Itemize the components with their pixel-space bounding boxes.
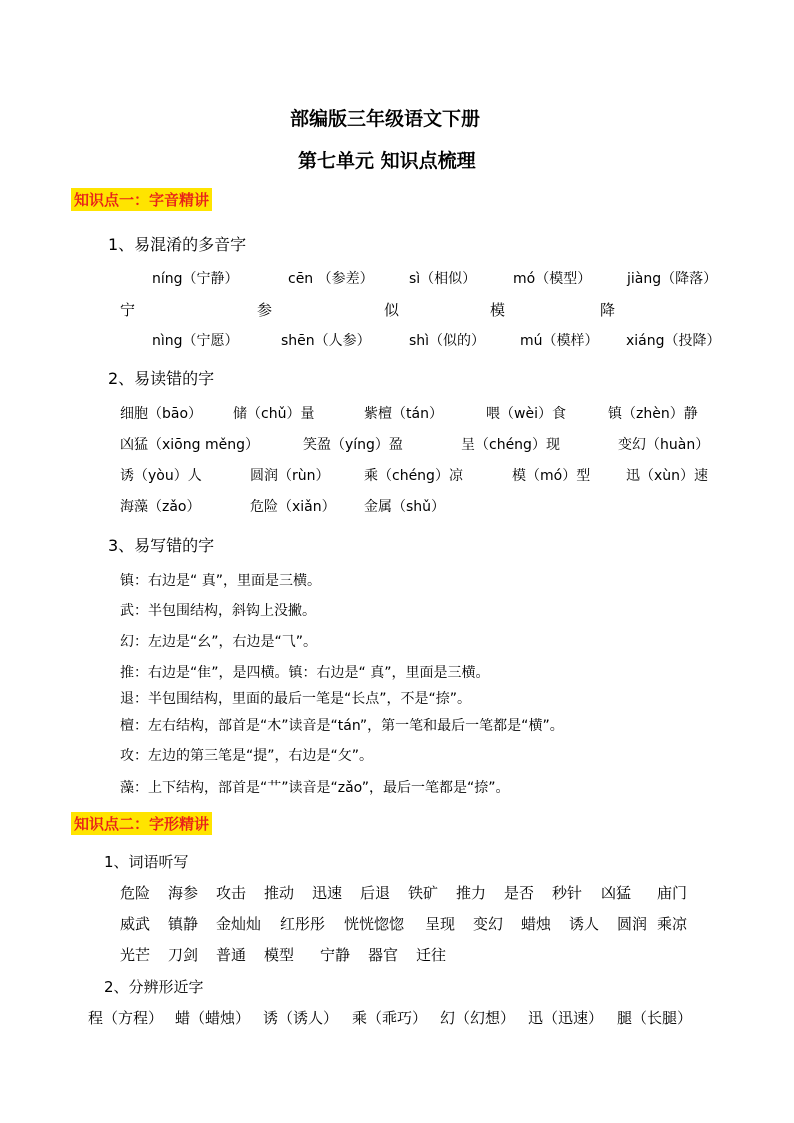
writing-note: 檀：左右结构，部首是“木”读音是“tán”，第一笔和最后一笔都是“横”。: [120, 718, 564, 734]
word: 推力: [456, 884, 487, 902]
word: 凶猛: [601, 884, 632, 902]
word: 推动: [264, 884, 295, 902]
word: 危险: [120, 884, 151, 902]
word: 变幻: [473, 915, 504, 933]
polyphone-char: 模: [490, 301, 506, 319]
word: 诱人: [569, 915, 600, 933]
reading-item: 紫檀（tán）: [364, 406, 443, 422]
word: 海参: [168, 884, 199, 902]
reading-item: 诱（yòu）人: [120, 468, 202, 484]
word: 呈现: [425, 915, 456, 933]
page-subtitle: 第七单元 知识点梳理: [298, 150, 476, 172]
reading-item: 海藻（zǎo）: [120, 499, 201, 515]
word: 镇静: [168, 915, 199, 933]
similar-char-pair: 蜡（蜡烛）: [175, 1009, 251, 1027]
subsection-title: 1、易混淆的多音字: [108, 235, 247, 254]
section-heading-2: 知识点二：字形精讲: [71, 812, 212, 835]
word: 庙门: [657, 884, 688, 902]
word: 乘凉: [657, 915, 688, 933]
reading-item: 危险（xiǎn）: [250, 499, 336, 515]
word: 迅速: [312, 884, 343, 902]
word: 秒针: [552, 884, 583, 902]
reading-item: 喂（wèi）食: [486, 406, 566, 422]
pinyin-top: cēn （参差）: [288, 271, 374, 287]
word: 刀剑: [168, 946, 199, 964]
pinyin-top: níng（宁静）: [152, 271, 239, 287]
similar-char-pair: 腿（长腿）: [617, 1009, 693, 1027]
reading-item: 笑盈（yíng）盈: [303, 437, 403, 453]
reading-item: 呈（chéng）现: [461, 437, 560, 453]
pinyin-top: jiàng（降落）: [627, 271, 718, 287]
word: 器官: [368, 946, 399, 964]
writing-note: 镇：右边是“ 真”，里面是三横。: [120, 573, 321, 589]
pinyin-top: sì（相似）: [409, 271, 477, 287]
writing-note: 退：半包围结构，里面的最后一笔是“长点”，不是“捺”。: [120, 691, 472, 707]
similar-char-pair: 幻（幻想）: [440, 1009, 516, 1027]
reading-item: 凶猛（xiōng měng）: [120, 437, 259, 453]
reading-item: 圆润（rùn）: [250, 468, 330, 484]
similar-char-pair: 迅（迅速）: [528, 1009, 604, 1027]
page-title: 部编版三年级语文下册: [290, 108, 481, 130]
word: 是否: [504, 884, 535, 902]
similar-char-pair: 乘（乖巧）: [352, 1009, 428, 1027]
reading-item: 迅（xùn）速: [626, 468, 709, 484]
similar-char-pair: 诱（诱人）: [263, 1009, 339, 1027]
reading-item: 模（mó）型: [512, 468, 591, 484]
subsection-title: 2、分辨形近字: [104, 978, 204, 996]
reading-item: 细胞（bāo）: [120, 406, 203, 422]
pinyin-bottom: xiáng（投降）: [626, 333, 721, 349]
word: 后退: [360, 884, 391, 902]
word: 红彤彤: [280, 915, 326, 933]
polyphone-char: 似: [384, 301, 400, 319]
word: 恍恍惚惚: [344, 915, 405, 933]
pinyin-bottom: shì（似的）: [409, 333, 486, 349]
writing-note: 幻：左边是“幺”，右边是“⺄”。: [120, 634, 318, 650]
subsection-title: 3、易写错的字: [108, 536, 215, 555]
polyphone-char: 降: [600, 301, 616, 319]
polyphone-char: 宁: [120, 301, 136, 319]
section-heading-1: 知识点一：字音精讲: [71, 188, 212, 211]
subsection-title: 2、易读错的字: [108, 369, 215, 388]
pinyin-top: mó（模型）: [513, 271, 592, 287]
writing-note: 藻：上下结构，部首是“艹”读音是“zǎo”，最后一笔都是“捺”。: [120, 780, 510, 796]
reading-item: 金属（shǔ）: [364, 499, 446, 515]
word: 宁静: [320, 946, 351, 964]
similar-char-pair: 程（方程）: [88, 1009, 164, 1027]
pinyin-bottom: mú（模样）: [520, 333, 599, 349]
reading-item: 变幻（huàn）: [618, 437, 710, 453]
word: 威武: [120, 915, 151, 933]
word: 攻击: [216, 884, 247, 902]
word: 铁矿: [408, 884, 439, 902]
word: 模型: [264, 946, 295, 964]
reading-item: 镇（zhèn）静: [608, 406, 698, 422]
pinyin-bottom: nìng（宁愿）: [152, 333, 239, 349]
word: 迁往: [416, 946, 447, 964]
word: 光芒: [120, 946, 151, 964]
reading-item: 乘（chéng）凉: [364, 468, 463, 484]
writing-note: 推：右边是“隹”，是四横。镇：右边是“ 真”，里面是三横。: [120, 665, 490, 681]
word: 蜡烛: [521, 915, 552, 933]
word: 圆润: [617, 915, 648, 933]
word: 普通: [216, 946, 247, 964]
pinyin-bottom: shēn（人参）: [281, 333, 371, 349]
word: 金灿灿: [216, 915, 262, 933]
subsection-title: 1、词语听写: [104, 853, 189, 871]
writing-note: 武：半包围结构，斜钩上没撇。: [120, 603, 316, 619]
reading-item: 储（chǔ）量: [233, 406, 315, 422]
writing-note: 攻：左边的第三笔是“提”，右边是“攵”。: [120, 748, 374, 764]
polyphone-char: 参: [257, 301, 273, 319]
